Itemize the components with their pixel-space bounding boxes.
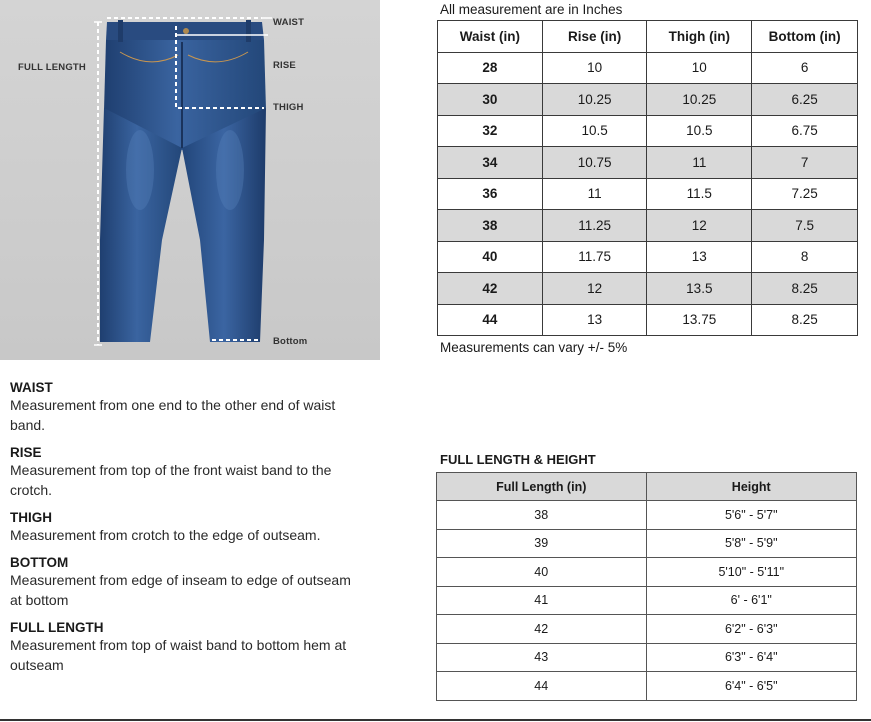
cell-full-length: 39 <box>437 529 647 558</box>
cell-bottom: 6.25 <box>752 84 858 116</box>
cell-waist: 34 <box>438 147 543 179</box>
header-bottom: Bottom (in) <box>752 21 858 53</box>
cell-thigh: 13.75 <box>647 304 752 336</box>
size-table <box>437 20 858 336</box>
table-row <box>437 643 857 672</box>
bottom-diagram-label: Bottom <box>273 336 308 347</box>
size-table-header-row <box>438 21 858 53</box>
cell-full-length: 38 <box>437 501 647 530</box>
button-icon <box>183 28 189 34</box>
cell-waist: 36 <box>438 178 543 210</box>
cell-height: 6'4" - 6'5" <box>646 672 857 701</box>
table-row <box>438 304 858 336</box>
table-row <box>438 210 858 242</box>
waist-diagram-label: WAIST <box>273 17 305 28</box>
cell-rise: 12 <box>542 273 647 305</box>
cell-waist: 30 <box>438 84 543 116</box>
cell-bottom: 8 <box>752 241 858 273</box>
table-row <box>438 241 858 273</box>
cell-bottom: 7.5 <box>752 210 858 242</box>
table-row <box>438 115 858 147</box>
cell-thigh: 11.5 <box>647 178 752 210</box>
cell-height: 6'2" - 6'3" <box>646 615 857 644</box>
def-term-thigh: THIGH <box>10 510 52 525</box>
cell-thigh: 13 <box>647 241 752 273</box>
bottom-divider <box>0 719 871 721</box>
cell-thigh: 11 <box>647 147 752 179</box>
table-row <box>437 586 857 615</box>
header-waist: Waist (in) <box>438 21 543 53</box>
def-term-waist: WAIST <box>10 380 53 395</box>
cell-rise: 10.25 <box>542 84 647 116</box>
thigh-diagram-label: THIGH <box>273 102 304 113</box>
cell-bottom: 7 <box>752 147 858 179</box>
header-thigh: Thigh (in) <box>647 21 752 53</box>
header-rise: Rise (in) <box>542 21 647 53</box>
rise-diagram-label: RISE <box>273 60 296 71</box>
table-row <box>438 273 858 305</box>
def-text-thigh: Measurement from crotch to the edge of outseam. <box>10 527 321 543</box>
cell-height: 5'8" - 5'9" <box>646 529 857 558</box>
table-row <box>437 501 857 530</box>
cell-full-length: 43 <box>437 643 647 672</box>
cell-thigh: 10 <box>647 52 752 84</box>
header-full-length: Full Length (in) <box>437 473 647 501</box>
cell-waist: 38 <box>438 210 543 242</box>
cell-thigh: 13.5 <box>647 273 752 305</box>
cell-thigh: 12 <box>647 210 752 242</box>
jeans-illustration <box>0 0 380 360</box>
cell-thigh: 10.25 <box>647 84 752 116</box>
size-table-caption: All measurement are in Inches <box>440 2 623 17</box>
cell-bottom: 6 <box>752 52 858 84</box>
cell-bottom: 8.25 <box>752 304 858 336</box>
cell-waist: 44 <box>438 304 543 336</box>
cell-height: 6'3" - 6'4" <box>646 643 857 672</box>
cell-rise: 10.5 <box>542 115 647 147</box>
cell-waist: 42 <box>438 273 543 305</box>
table-row <box>437 672 857 701</box>
table-row <box>437 529 857 558</box>
cell-height: 6' - 6'1" <box>646 586 857 615</box>
def-term-bottom: BOTTOM <box>10 555 69 570</box>
cell-bottom: 7.25 <box>752 178 858 210</box>
height-table <box>436 472 857 701</box>
cell-rise: 11.25 <box>542 210 647 242</box>
table-row <box>438 147 858 179</box>
cell-rise: 10.75 <box>542 147 647 179</box>
def-text-rise: Measurement from top of the front waist band to the crotch. <box>10 462 332 498</box>
cell-bottom: 6.75 <box>752 115 858 147</box>
cell-rise: 11.75 <box>542 241 647 273</box>
cell-waist: 40 <box>438 241 543 273</box>
jeans-diagram <box>0 0 380 360</box>
table-row <box>438 52 858 84</box>
size-table-note: Measurements can vary +/- 5% <box>440 340 628 355</box>
height-table-title: FULL LENGTH & HEIGHT <box>440 452 596 467</box>
cell-waist: 32 <box>438 115 543 147</box>
cell-height: 5'10" - 5'11" <box>646 558 857 587</box>
cell-height: 5'6" - 5'7" <box>646 501 857 530</box>
def-text-waist: Measurement from one end to the other end of waist band. <box>10 397 336 433</box>
cell-rise: 13 <box>542 304 647 336</box>
cell-rise: 11 <box>542 178 647 210</box>
table-row <box>437 615 857 644</box>
def-term-rise: RISE <box>10 445 42 460</box>
header-height: Height <box>646 473 857 501</box>
full-length-diagram-label: FULL LENGTH <box>18 62 86 73</box>
def-term-full-length: FULL LENGTH <box>10 620 104 635</box>
cell-rise: 10 <box>542 52 647 84</box>
cell-full-length: 40 <box>437 558 647 587</box>
table-row <box>437 558 857 587</box>
cell-full-length: 41 <box>437 586 647 615</box>
cell-bottom: 8.25 <box>752 273 858 305</box>
height-table-header-row <box>437 473 857 501</box>
cell-full-length: 44 <box>437 672 647 701</box>
def-text-bottom: Measurement from edge of inseam to edge of outseam at bottom <box>10 572 351 608</box>
definitions-list <box>10 380 355 685</box>
cell-thigh: 10.5 <box>647 115 752 147</box>
table-row <box>438 178 858 210</box>
cell-full-length: 42 <box>437 615 647 644</box>
def-text-full-length: Measurement from top of waist band to bottom hem at outseam <box>10 637 347 673</box>
table-row <box>438 84 858 116</box>
cell-waist: 28 <box>438 52 543 84</box>
